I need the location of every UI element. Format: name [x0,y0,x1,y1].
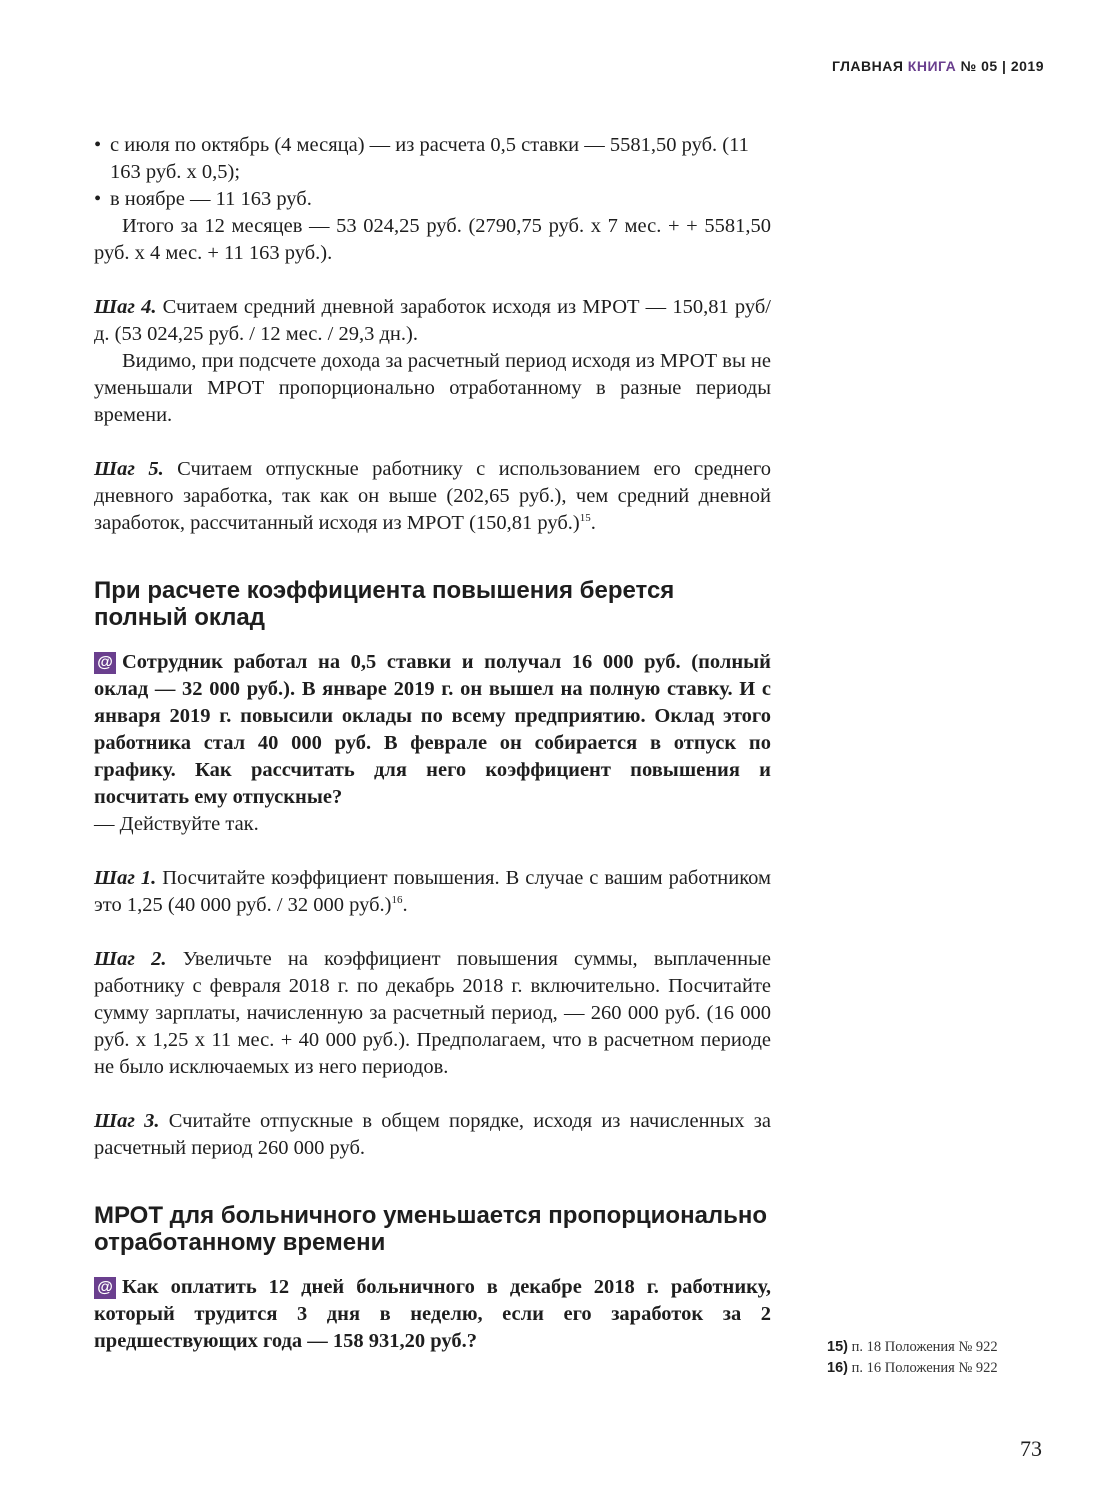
footnotes [827,1337,998,1379]
brand-name-main: ГЛАВНАЯ [831,58,904,74]
step-4-paragraph [94,294,771,348]
step-label: Шаг 3. [94,1110,160,1132]
at-icon: @ [94,652,116,674]
step-label: Шаг 5. [94,458,164,480]
issue-number: № 05 | 2019 [960,58,1044,74]
total-paragraph: Итого за 12 месяцев — 53 024,25 руб. (2790,75 руб. х 7 мес. + + 5581,50 руб. х 4 мес. + 11 163 руб.). [94,215,771,264]
step-text: Увеличьте на коэффициент повышения суммы, выплаченные работнику с февраля 2018 г. по декабрь 2018 г. включительно. Посчитайте сумму зарплаты, начисленную за расчетный период, — 260 000 руб. (16 000 руб. х 1,25 х 11 мес. + 40 000 руб.). Предполагаем, что в расчетном периоде не было исключаемых из него периодов. [94,948,771,1078]
step-text: Посчитайте коэффициент повышения. В случае с вашим работником это 1,25 (40 000 руб. / 32 000 руб.) [94,867,771,916]
footnote-item [827,1358,998,1379]
bullet-item: • в ноябре — 11 163 руб. [94,186,771,213]
step-4-note: Видимо, при подсчете дохода за расчетный период исходя из МРОТ вы не уменьшали МРОТ пропорционально отработанному в разные периоды времени. [94,350,771,426]
footnote-number: 16) [827,1360,848,1376]
footnote-text: п. 16 Положения № 922 [847,1360,998,1376]
at-icon: @ [94,1277,116,1299]
question-text: Как оплатить 12 дней больничного в декабре 2018 г. работнику, который трудится 3 дня в неделю, если его заработок за 2 предшествующих года — 158 931,20 руб.? [94,1276,771,1352]
bullet-item: • с июля по октябрь (4 месяца) — из расчета 0,5 ставки — 5581,50 руб. (11 163 руб. х 0,5); [94,132,771,186]
question-paragraph [94,1274,771,1355]
answer-intro: — Действуйте так. [94,813,259,835]
footnote-ref[interactable]: 15 [579,512,591,525]
step-text: Считайте отпускные в общем порядке, исходя из начисленных за расчетный период 260 000 руб. [94,1110,772,1159]
running-header [832,58,1044,74]
step-end: . [402,894,408,916]
step-2-paragraph [94,946,771,1081]
main-column [94,132,771,1355]
step-label: Шаг 2. [94,948,167,970]
step-label: Шаг 1. [94,867,157,889]
step-1-paragraph [94,865,771,919]
step-end: . [590,512,596,534]
footnote-item [827,1337,998,1358]
step-5-paragraph [94,456,771,537]
page-number: 73 [1020,1436,1042,1461]
question-paragraph [94,649,771,811]
section-heading: МРОТ для больничного уменьшается пропорционально отработанному времени [94,1202,768,1256]
section-heading: При расчете коэффициента повышения берется полный оклад [94,577,675,631]
footnote-ref[interactable]: 16 [391,894,403,907]
step-label: Шаг 4. [94,296,157,318]
footnote-number: 15) [827,1339,848,1355]
footnote-text: п. 18 Положения № 922 [847,1339,998,1355]
step-text: Считаем средний дневной заработок исходя из МРОТ — 150,81 руб/д. (53 024,25 руб. / 12 мес. / 29,3 дн.). [94,296,771,345]
brand-name-accent: КНИГА [907,58,957,74]
step-3-paragraph [94,1108,771,1162]
question-text: Сотрудник работал на 0,5 ставки и получал 16 000 руб. (полный оклад — 32 000 руб.). В январе 2019 г. он вышел на полную ставку. И с января 2019 г. повысили оклады по всему предприятию. Оклад этого работника стал 40 000 руб. В феврале он собирается в отпуск по графику. Как рассчитать для него коэффициент повышения и посчитать ему отпускные? [94,651,771,808]
step-text: Считаем отпускные работнику с использованием его среднего дневного заработка, так как он выше (202,65 руб.), чем средний дневной заработок, рассчитанный исходя из МРОТ (150,81 руб.) [94,458,771,534]
